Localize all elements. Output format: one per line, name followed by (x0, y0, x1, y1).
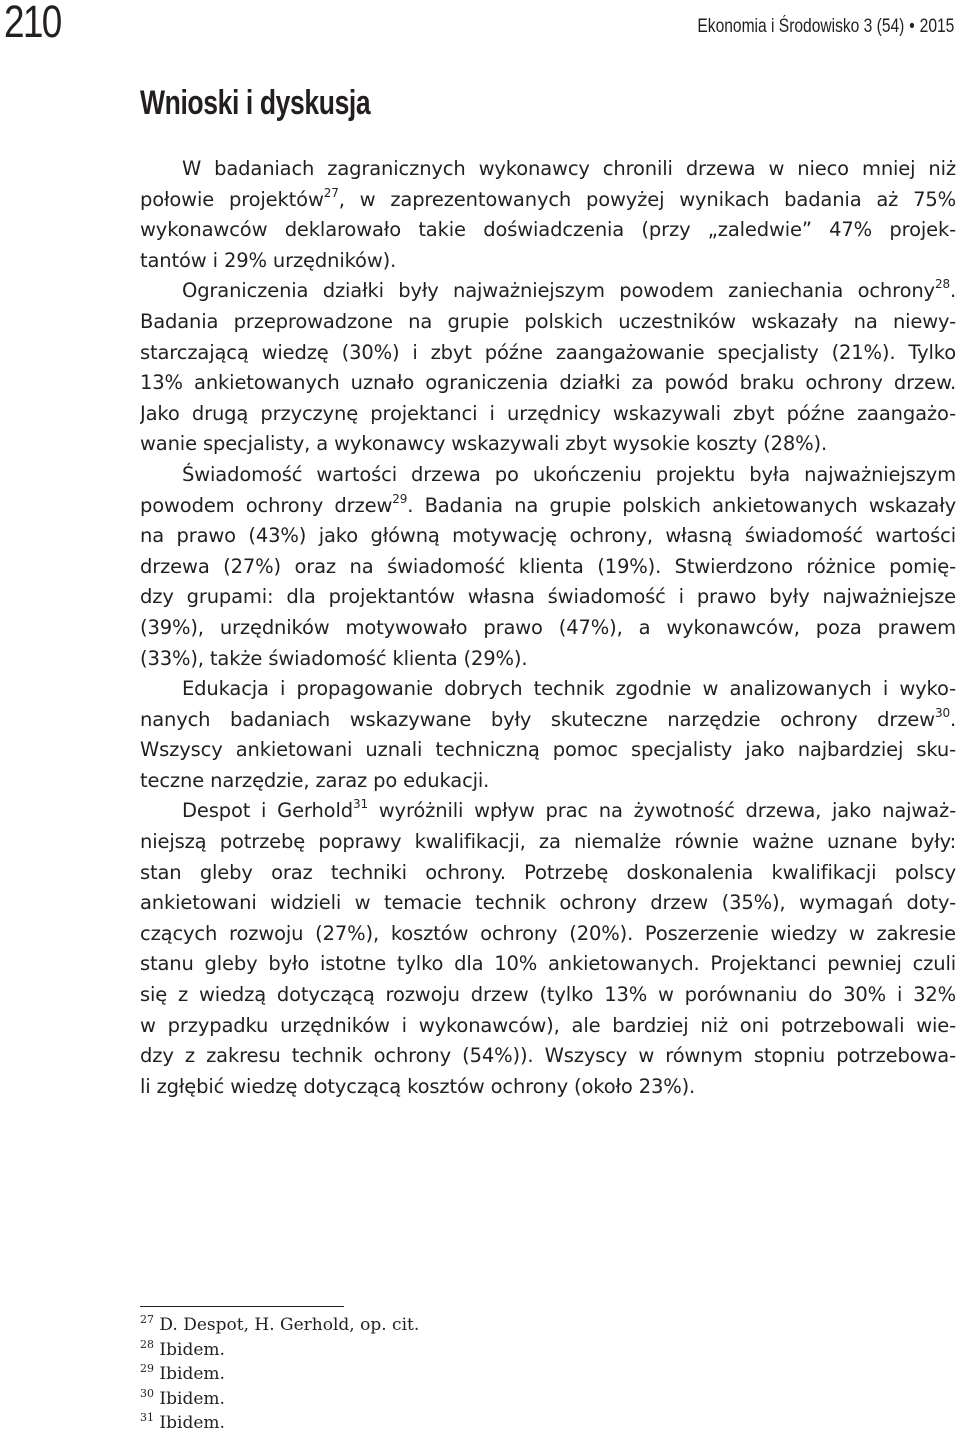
text-line: Badania przeprowadzone na grupie polskich uczestników wskazały na niewy- (140, 309, 956, 333)
paragraph (140, 674, 956, 796)
journal-year: 2015 (919, 16, 954, 37)
footnote-text: D. Despot, H. Gerhold, op. cit. (154, 1315, 420, 1335)
text-line: wanie specjalisty, a wykonawcy wskazywali zbyt wysokie koszty (28%). (140, 432, 828, 456)
footnote-number: 28 (140, 1337, 154, 1351)
footnote-text: Ibidem. (154, 1364, 225, 1384)
paragraph (140, 154, 956, 276)
text-line: 13% ankietowanych uznało ograniczenia działki za powód braku ochrony drzew. (140, 371, 956, 395)
footnote (140, 1411, 419, 1436)
page-number: 210 (4, 0, 61, 47)
header-separator: • (908, 16, 915, 37)
text-line: dzy grupami: dla projektantów własna świadomość i prawo były najważniejsze (140, 585, 956, 609)
journal-title: Ekonomia i Środowisko 3 (54) (697, 16, 905, 37)
footnote-text: Ibidem. (154, 1388, 225, 1409)
text-line: (39%), urzędników motywowało prawo (47%), a wykonawców, poza prawem (140, 615, 956, 639)
footnote-rule (140, 1306, 344, 1307)
text-line: tantów i 29% urzędników). (140, 248, 397, 272)
footnote-ref[interactable]: 28 (934, 277, 950, 292)
text-line: wykonawców deklarowało takie doświadczenia (przy „zaledwie” 47% projek- (140, 218, 956, 242)
footnote (140, 1338, 419, 1363)
paragraph (140, 276, 956, 460)
section-title: Wnioski i dyskusja (140, 84, 371, 122)
text-line: stanu gleby było istotne tylko dla 10% ankietowanych. Projektanci pewniej czuli (140, 952, 956, 976)
body-text (140, 154, 956, 1102)
footnote-ref[interactable]: 31 (352, 797, 368, 812)
footnote-text: Ibidem. (154, 1339, 225, 1360)
footnote-ref[interactable]: 27 (323, 185, 339, 200)
running-head (697, 16, 954, 38)
footnotes (140, 1313, 419, 1436)
text-line: li zgłębić wiedzę dotyczącą kosztów ochrony (około 23%). (140, 1074, 696, 1098)
text-line: (33%), także świadomość klienta (29%). (140, 646, 528, 670)
paragraph (140, 460, 956, 674)
text-line: niejszą potrzebę poprawy kwalifikacji, za niemalże równie ważne uznane były: (140, 830, 956, 854)
footnote-number: 27 (140, 1313, 154, 1326)
text-line: drzewa (27%) oraz na świadomość klienta (19%). Stwierdzono różnice pomię- (140, 554, 956, 578)
footnote-number: 30 (140, 1386, 154, 1400)
footnote (140, 1387, 419, 1412)
text-line: się z wiedzą dotyczącą rozwoju drzew (tylko 13% w porównaniu do 30% i 32% (140, 983, 956, 1007)
text-line: Wszyscy ankietowani uznali techniczną pomoc specjalisty jako najbardziej sku- (140, 738, 956, 762)
text-line: teczne narzędzie, zaraz po edukacji. (140, 768, 490, 792)
text-line: na prawo (43%) jako główną motywację ochrony, własną świadomość wartości (140, 524, 956, 548)
text-line: starczającą wiedzę (30%) i zbyt późne zaangażowanie specjalisty (21%). Tylko (140, 340, 956, 364)
footnote-ref[interactable]: 30 (934, 705, 950, 720)
paragraph (140, 796, 956, 1102)
footnote (140, 1313, 419, 1338)
text-line: stan gleby oraz techniki ochrony. Potrzebę doskonalenia kwalifikacji polscy (140, 860, 956, 884)
text-line: dzy z zakresu technik ochrony (54%)). Wszyscy w równym stopniu potrzebowa- (140, 1044, 956, 1068)
text-line: Edukacja i propagowanie dobrych technik zgodnie w analizowanych i wyko- (182, 677, 956, 701)
text-line: ankietowani widzieli w temacie technik ochrony drzew (35%), wymagań doty- (140, 891, 956, 915)
text-line: Despot i Gerhold$^{31}$ wyróżnili wpływ prac na żywotność drzewa, jako najważ- (182, 797, 956, 823)
text-line: W badaniach zagranicznych wykonawcy chronili drzewa w nieco mniej niż (182, 157, 956, 180)
text-line: w przypadku urzędników i wykonawców), ale bardziej niż oni potrzebowali wie- (140, 1013, 956, 1037)
text-line: Ograniczenia działki były najważniejszym powodem zaniechania ochrony$^{28}$. (182, 277, 956, 303)
text-line: powodem ochrony drzew$^{29}$. Badania na grupie polskich ankietowanych wskazały (140, 491, 956, 517)
footnote-number: 31 (140, 1411, 154, 1424)
footnote (140, 1362, 419, 1387)
text-line: nanych badaniach wskazywane były skuteczne narzędzie ochrony drzew$^{30}$. (140, 705, 956, 731)
footnote-number: 29 (140, 1362, 154, 1375)
text-line: czących rozwoju (27%), kosztów ochrony (20%). Poszerzenie wiedzy w zakresie (140, 921, 956, 945)
text-line: połowie projektów$^{27}$, w zaprezentowanych powyżej wynikach badania aż 75% (140, 185, 956, 211)
footnote-ref[interactable]: 29 (392, 491, 408, 506)
text-line: Świadomość wartości drzewa po ukończeniu projektu była najważniejszym (182, 462, 956, 486)
footnote-text: Ibidem. (154, 1413, 225, 1433)
text-line: Jako drugą przyczynę projektanci i urzędnicy wskazywali zbyt późne zaangażo- (140, 401, 956, 425)
